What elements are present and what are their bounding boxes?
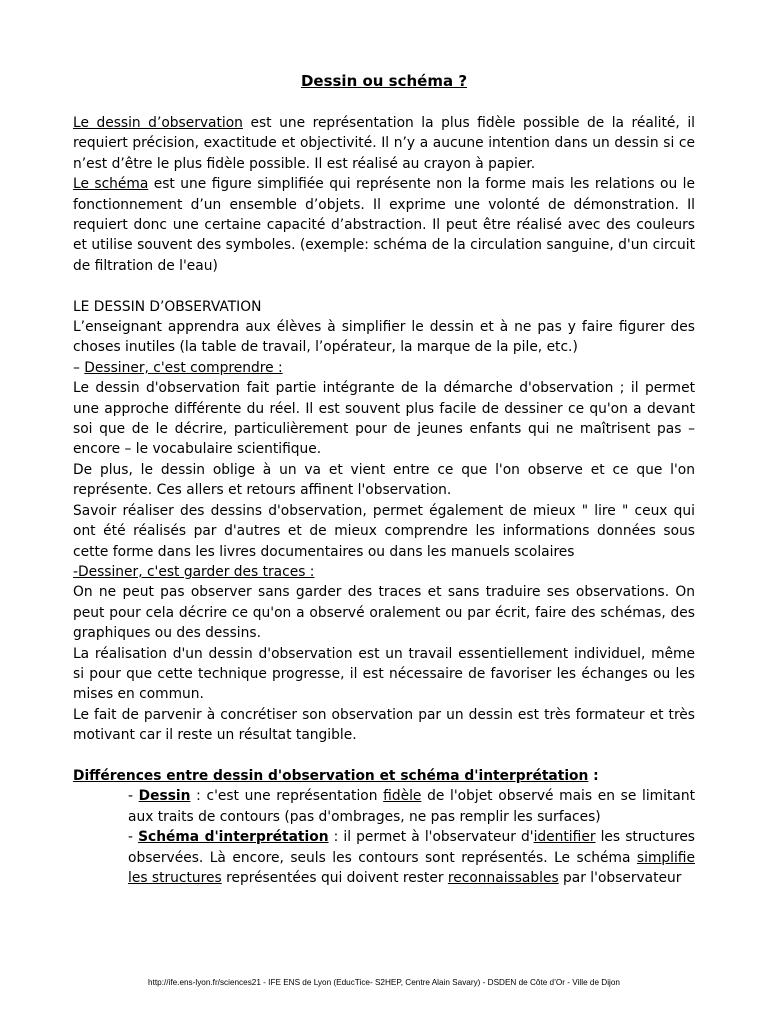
subheading-traces: -Dessiner, c'est garder des traces : xyxy=(73,563,315,580)
page-title: Dessin ou schéma ? xyxy=(300,72,468,90)
dessin-term: Le dessin d’observation xyxy=(73,115,243,131)
differences-list xyxy=(128,786,695,888)
section-paragraph: Le dessin d'observation fait partie intégrante de la démarche d'observation ; il permet une approche différente du réel. Il est souvent plus facile de dessiner ce qu'on a devant soi que de le décrire, particulièrement pour de jeunes enfants qui ne maîtrisent pas – encore – le vocabulaire scientifique. xyxy=(73,380,695,458)
section-paragraph: Le fait de parvenir à concrétiser son observation par un dessin est très formateur et très motivant car il reste un résultat tangible. xyxy=(73,706,695,744)
spacer xyxy=(73,276,695,296)
differences-heading: Différences entre dessin d'observation et schéma d'interprétation : xyxy=(73,767,599,784)
list-item-dessin: - Dessin : c'est une représentation fidèle de l'objet observé mais en se limitant aux traits de contours (pas d'ombrages, ne pas remplir les surfaces) xyxy=(128,788,695,825)
section-paragraph: Savoir réaliser des dessins d'observation, permet également de mieux " lire " ceux qui ont été réalisés par d'autres et de mieux comprendre les informations données sous cette forme dans les livres documentaires ou dans les manuels scolaires xyxy=(73,502,695,560)
section-paragraph: De plus, le dessin oblige à un va et vient entre ce que l'on observe et ce que l'on représente. Ces allers et retours affinent l'observation. xyxy=(73,461,695,499)
list-item-schema: - Schéma d'interprétation : il permet à l'observateur d'identifier les structures observées. Là encore, seuls les contours sont représentés. Le schéma simplifie les structures représentées qui doivent rester reconnaissables par l'observateur xyxy=(128,829,695,886)
page-footer: http://ife.ens-lyon.fr/sciences21 - IFE ENS de Lyon (EducTice- S2HEP, Centre Alain Savary) - DSDEN de Côte d’Or - Ville de Dijon xyxy=(148,978,620,987)
intro-schema-paragraph xyxy=(73,174,695,276)
dessin-definition: est une représentation la plus fidèle possible de la réalité, il requiert précision, exactitude et objectivité. Il n’y a aucune intention dans un dessin si ce n’est d’être le plus fidèle possible. Il est réalisé au crayon à papier. xyxy=(73,115,695,172)
schema-definition: est une figure simplifiée qui représente non la forme mais les relations ou le fonctionnement d’un ensemble d’objets. Il exprime une volonté de démonstration. Il requiert donc une certaine capacité d’abstraction. Il peut être réalisé avec des couleurs et utilise souvent des symboles. (exemple: schéma de la circulation sanguine, d'un circuit de filtration de l'eau) xyxy=(73,176,695,274)
section-paragraph: L’enseignant apprendra aux élèves à simplifier le dessin et à ne pas y faire figurer des choses inutiles (la table de travail, l’opérateur, la marque de la pile, etc.) xyxy=(73,319,695,356)
section-paragraph: On ne peut pas observer sans garder des traces et sans traduire ses observations. On peut pour cela décrire ce qu'on a observé oralement ou par écrit, faire des schémas, des graphiques ou des dessins. xyxy=(73,584,695,642)
spacer xyxy=(73,746,695,766)
document-body xyxy=(73,113,695,888)
section-paragraph: La réalisation d'un dessin d'observation est un travail essentiellement individuel, même si pour que cette technique progresse, il est nécessaire de favoriser les échanges ou les mises en commun. xyxy=(73,645,695,703)
section-heading: LE DESSIN D’OBSERVATION xyxy=(73,298,262,315)
schema-term: Le schéma xyxy=(73,176,149,193)
intro-dessin-paragraph xyxy=(73,113,695,174)
subheading-comprendre: – Dessiner, c'est comprendre : xyxy=(73,359,283,376)
